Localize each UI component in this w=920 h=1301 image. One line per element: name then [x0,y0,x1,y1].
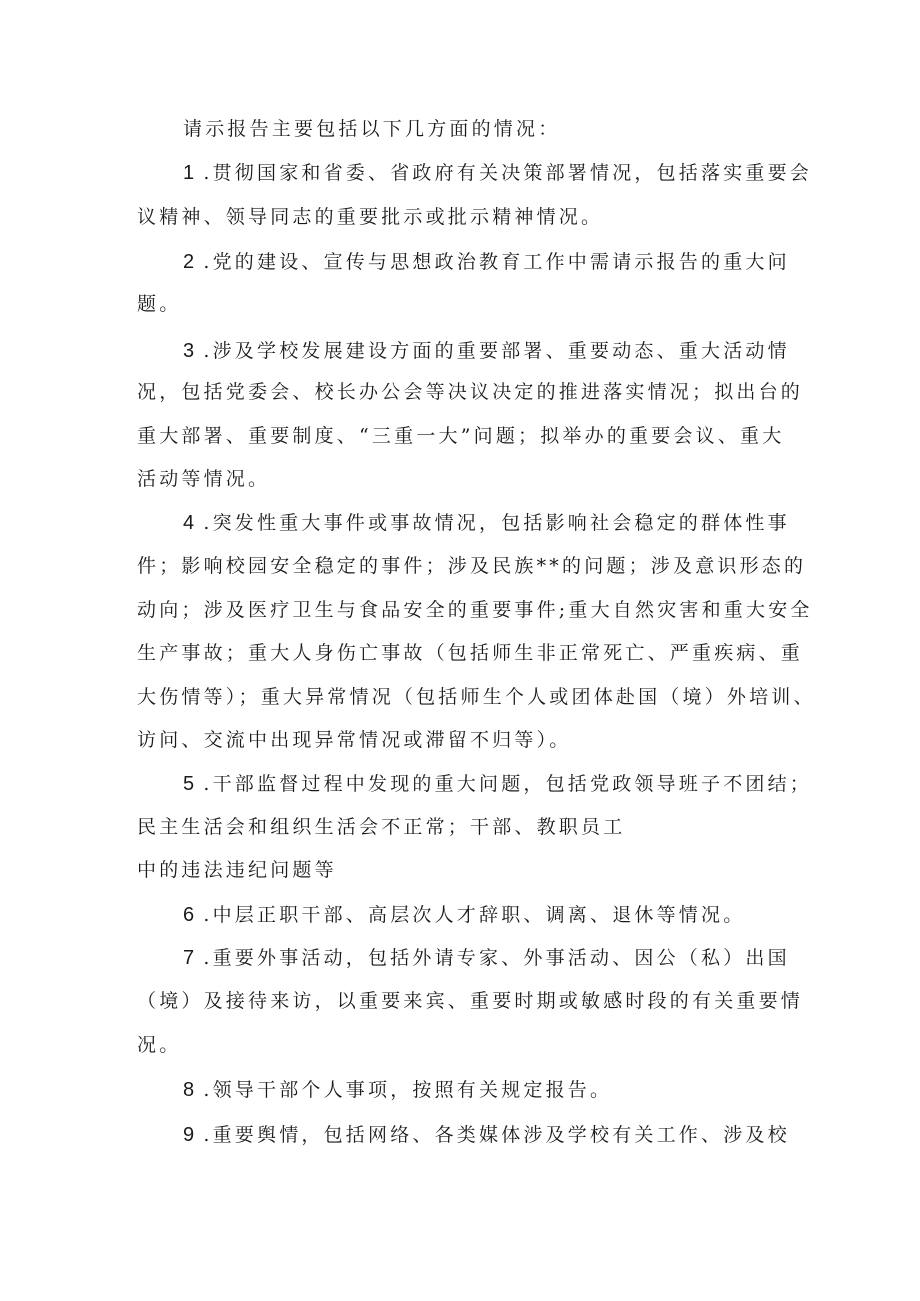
item-4-line-4: 生产事故；重大人身伤亡事故（包括师生非正常死亡、严重疾病、重 [137,642,804,664]
item-7-line-3: 况。 [137,1034,182,1056]
item-4-line-6: 访问、交流中出现异常情况或滞留不归等）。 [137,729,572,751]
item-2-line-2: 题。 [137,293,182,315]
item-4-line-2: 件；影响校园安全稳定的事件；涉及民族**的问题；涉及意识形态的 [137,555,807,577]
item-4-line-5: 大伤情等）；重大异常情况（包括师生个人或团体赴国（境）外培训、 [137,686,816,708]
item-7-line-2: （境）及接待来访，以重要来宾、重要时期或敏感时段的有关重要情 [137,990,804,1012]
item-1-line-2: 议精神、领导同志的重要批示或批示精神情况。 [137,206,604,228]
item-3-line-1: 3 .涉及学校发展建设方面的重要部署、重要动态、重大活动情 [183,340,790,362]
item-3-line-2: 况，包括党委会、校长办公会等决议决定的推进落实情况；拟出台的 [137,381,804,403]
item-5-line-1: 5 .干部监督过程中发现的重大问题，包括党政领导班子不团结； [183,773,813,795]
item-8-line-1: 8 .领导干部个人事项，按照有关规定报告。 [183,1079,613,1101]
item-7-line-1: 7 .重要外事活动，包括外请专家、外事活动、因公（私）出国 [183,947,790,969]
item-4-line-1: 4 .突发性重大事件或事故情况，包括影响社会稳定的群体性事 [183,512,790,534]
item-1-line-1: 1 .贯彻国家和省委、省政府有关决策部署情况，包括落实重要会 [183,162,813,184]
item-2-line-1: 2 .党的建设、宣传与思想政治教育工作中需请示报告的重大问 [183,251,790,273]
item-6-line-1: 6 .中层正职干部、高层次人才辞职、调离、退休等情况。 [183,904,746,926]
item-5-line-2: 民主生活会和组织生活会不正常；干部、教职员工 [137,816,626,838]
item-3-line-4: 活动等情况。 [137,468,271,490]
item-9-line-1: 9 .重要舆情，包括网络、各类媒体涉及学校有关工作、涉及校 [183,1124,790,1146]
item-5-line-3: 中的违法违纪问题等 [137,859,337,881]
item-3-line-3: 重大部署、重要制度、“三重一大”问题；拟举办的重要会议、重大 [137,425,785,447]
item-4-line-3: 动向；涉及医疗卫生与食品安全的重要事件;重大自然灾害和重大安全 [137,599,813,621]
intro-line: 请示报告主要包括以下几方面的情况： [183,118,561,140]
